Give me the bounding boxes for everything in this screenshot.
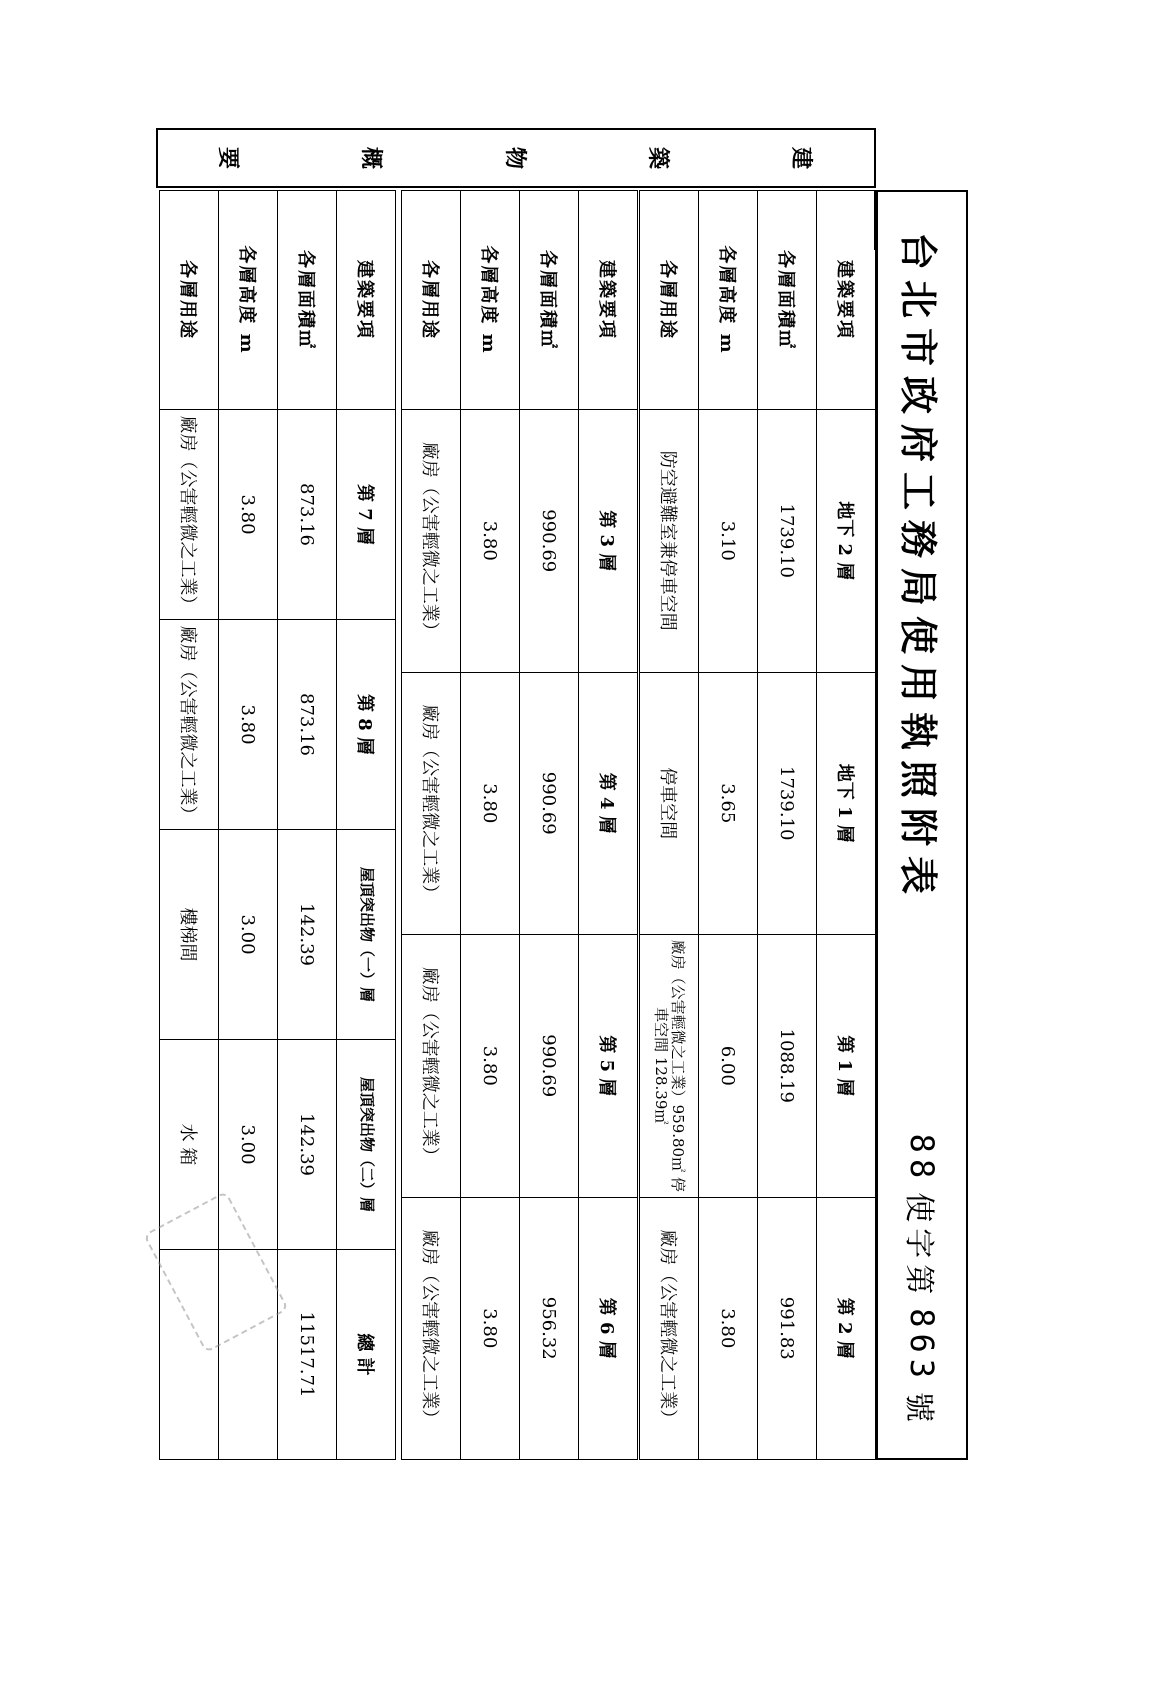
- title-band: [876, 190, 968, 1460]
- permit-attachment-sheet: [108, 146, 968, 1460]
- b2-col-3: 第 6 層: [579, 1197, 638, 1460]
- b1-col-2: 第 1 層: [817, 935, 876, 1198]
- row-label-area-3: 各層面積㎡: [278, 191, 337, 410]
- b1-height-0: 3.10: [699, 410, 758, 673]
- row-label-height-2: 各層高度 m: [461, 191, 520, 410]
- row-label-item-2: 建築要項: [579, 191, 638, 410]
- b3-area-total: 11517.71: [278, 1250, 337, 1460]
- b1-height-3: 3.80: [699, 1197, 758, 1460]
- b3-use-2: 樓梯間: [160, 830, 219, 1040]
- b1-use-2: 廠房（公害輕微之工業）959.80㎡ 停車空間 128.39㎡: [640, 935, 699, 1198]
- side-label-column: [156, 128, 876, 188]
- b2-height-2: 3.80: [461, 935, 520, 1198]
- document-title: 台北市政府工務局使用執照附表: [896, 232, 942, 905]
- b2-col-0: 第 3 層: [579, 410, 638, 673]
- b3-area-3: 142.39: [278, 1040, 337, 1250]
- b2-height-3: 3.80: [461, 1197, 520, 1460]
- side-char-1: 築: [644, 146, 671, 169]
- side-char-2: 物: [501, 146, 528, 169]
- b2-area-3: 956.32: [520, 1197, 579, 1460]
- side-char-3: 概: [358, 146, 385, 169]
- permit-serial: 863: [903, 1308, 941, 1384]
- row-label-height-3: 各層高度 m: [219, 191, 278, 410]
- b2-use-1: 廠房（公害輕微之工業）: [402, 672, 461, 935]
- b1-area-1: 1739.10: [758, 672, 817, 935]
- b3-area-2: 142.39: [278, 830, 337, 1040]
- block2-table: [401, 190, 638, 1460]
- b1-area-2: 1088.19: [758, 935, 817, 1198]
- b3-height-0: 3.80: [219, 410, 278, 620]
- b3-height-3: 3.00: [219, 1040, 278, 1250]
- row-label-area-2: 各層面積㎡: [520, 191, 579, 410]
- b1-col-3: 第 2 層: [817, 1197, 876, 1460]
- b2-area-0: 990.69: [520, 410, 579, 673]
- permit-label: 使字第: [901, 1192, 936, 1301]
- b3-col-0: 第 7 層: [337, 410, 396, 620]
- b3-col-2: 屋頂突出物（一）層: [337, 830, 396, 1040]
- b2-col-2: 第 5 層: [579, 935, 638, 1198]
- permit-prefix: 88: [903, 1133, 941, 1185]
- permit-number: [900, 1134, 944, 1458]
- b2-area-1: 990.69: [520, 672, 579, 935]
- row-label-use-3: 各層用途: [160, 191, 219, 410]
- row-label-use: 各層用途: [640, 191, 699, 410]
- b3-height-1: 3.80: [219, 620, 278, 830]
- b1-col-0: 地下 2 層: [817, 410, 876, 673]
- row-label-item: 建築要項: [817, 191, 876, 410]
- b3-col-1: 第 8 層: [337, 620, 396, 830]
- b3-use-3: 水 箱: [160, 1040, 219, 1250]
- row-label-area: 各層面積㎡: [758, 191, 817, 410]
- side-char-4: 要: [215, 146, 242, 169]
- row-label-height: 各層高度 m: [699, 191, 758, 410]
- b2-height-0: 3.80: [461, 410, 520, 673]
- b2-col-1: 第 4 層: [579, 672, 638, 935]
- side-char-0: 建: [787, 146, 814, 169]
- permit-suffix: 號: [901, 1392, 936, 1428]
- b2-use-0: 廠房（公害輕微之工業）: [402, 410, 461, 673]
- b2-area-2: 990.69: [520, 935, 579, 1198]
- b1-area-3: 991.83: [758, 1197, 817, 1460]
- b2-height-1: 3.80: [461, 672, 520, 935]
- b3-use-1: 廠房（公害輕微之工業）: [160, 620, 219, 830]
- b1-height-1: 3.65: [699, 672, 758, 935]
- b3-col-4: 總 計: [337, 1250, 396, 1460]
- b3-use-0: 廠房（公害輕微之工業）: [160, 410, 219, 620]
- b3-area-1: 873.16: [278, 620, 337, 830]
- b1-use-3: 廠房（公害輕微之工業）: [640, 1197, 699, 1460]
- b2-use-2: 廠房（公害輕微之工業）: [402, 935, 461, 1198]
- side-label: [874, 190, 876, 250]
- row-label-item-3: 建築要項: [337, 191, 396, 410]
- b1-height-2: 6.00: [699, 935, 758, 1198]
- b3-col-3: 屋頂突出物（二）層: [337, 1040, 396, 1250]
- row-label-use-2: 各層用途: [402, 191, 461, 410]
- b1-use-1: 停車空間: [640, 672, 699, 935]
- b1-use-0: 防空避難室兼停車空間: [640, 410, 699, 673]
- block1-table: [639, 190, 876, 1460]
- b2-use-3: 廠房（公害輕微之工業）: [402, 1197, 461, 1460]
- b3-height-2: 3.00: [219, 830, 278, 1040]
- b3-area-0: 873.16: [278, 410, 337, 620]
- b1-area-0: 1739.10: [758, 410, 817, 673]
- b1-col-1: 地下 1 層: [817, 672, 876, 935]
